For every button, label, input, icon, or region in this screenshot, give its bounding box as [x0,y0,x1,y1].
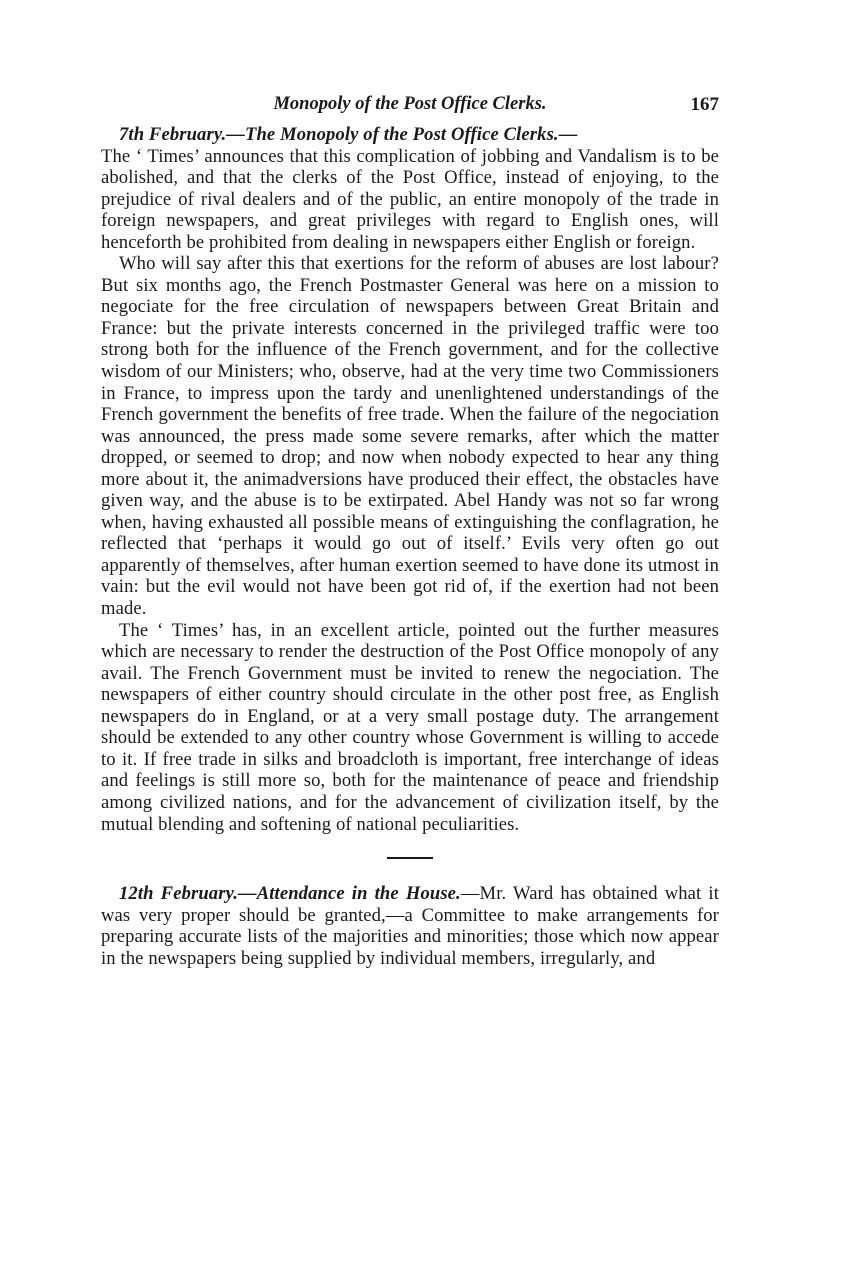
paragraph-2: Who will say after this that exertions for the reform of abuses are lost labour? But six months ago, the French Postmaster General was here on a mission to negociate for the free circulation of newspapers between Great Britain and France: but the private interests concerned in the privileged traffic were too strong both for the influence of the French government, and for the collective wisdom of our Ministers; who, observe, had at the very time two Commissioners in France, to impress upon the tardy and unenlightened understandings of the French government the benefits of free trade. When the failure of the negociation was announced, the press made some severe remarks, after which the matter dropped, or seemed to drop; and now when nobody expected to hear any thing more about it, the animadversions have produced their effect, the obstacles have given way, and the abuse is to be extirpated. Abel Handy was not so far wrong when, having exhausted all possible means of extinguishing the conflagration, he reflected that ‘perhaps it would go out of itself.’ Evils very often go out apparently of themselves, after human exertion seemed to have done its utmost in vain: but the evil would not have been got rid of, if the exertion had not been made. [101,253,719,620]
book-page [101,94,719,969]
running-head [101,94,719,124]
entry-body: —Mr. Ward has obtained what it was very proper should be granted,—a Committee to make arrangements for preparing accurate lists of the majorities and minorities; those which now appear in the newspapers being supplied by individual members, irregularly, and [101,883,719,969]
section-divider [387,857,433,859]
paragraph-3: The ‘ Times’ has, in an excellent article, pointed out the further measures which are necessary to render the destruction of the Post Office monopoly of any avail. The French Government must be invited to renew the negociation. The newspapers of either country should circulate in the other post free, as English newspapers do in England, or at a very small postage duty. The arrangement should be extended to any other country whose Government is willing to accede to it. If free trade in silks and broadcloth is important, free interchange of ideas and feelings is still more so, both for the maintenance of peace and friendship among civilized nations, and for the advancement of civilization itself, by the mutual blending and softening of national peculiarities. [101,619,719,835]
entry-heading: 7th February.—The Monopoly of the Post Office Clerks.— [119,124,578,145]
page-number: 167 [690,94,719,115]
entry-monopoly-post-office-clerks [101,124,719,835]
entry-attendance-in-house [101,883,719,969]
paragraph-4 [101,883,719,969]
running-title: Monopoly of the Post Office Clerks. [273,94,547,114]
entry-heading: 12th February.—Attendance in the House. [119,883,461,905]
paragraph-1: The ‘ Times’ announces that this complication of jobbing and Vandalism is to be abolished, and that the clerks of the Post Office, instead of enjoying, to the prejudice of rival dealers and of the public, an entire monopoly of the trade in foreign newspapers, and great privileges with regard to English ones, will henceforth be prohibited from dealing in newspapers either English or foreign. [101,145,719,253]
